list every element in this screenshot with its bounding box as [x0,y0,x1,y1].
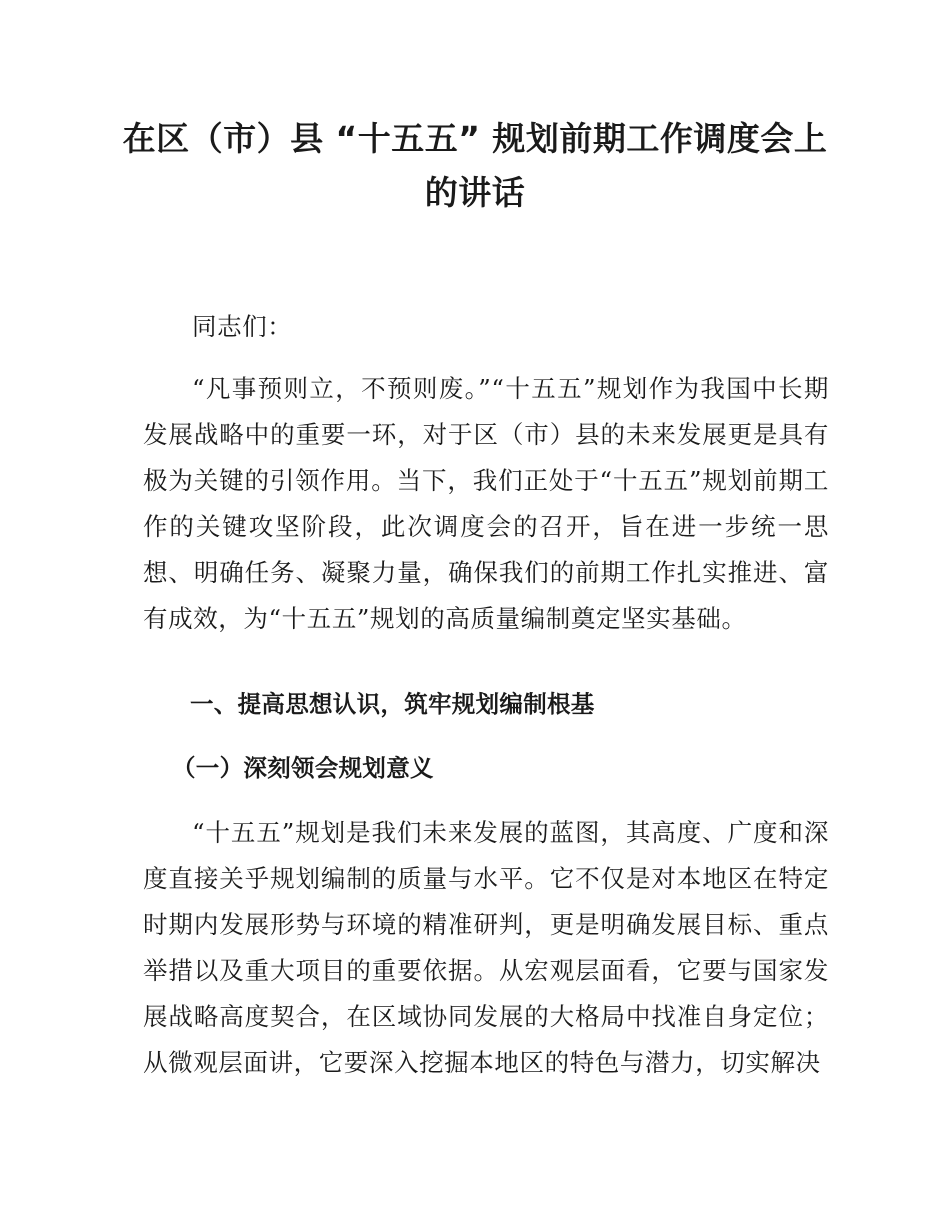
salutation: 同志们： [192,312,293,341]
section-heading-1: 一、提高思想认识，筑牢规划编制根基 [190,690,595,718]
document-title: 在区（市）县 “十五五” 规划前期工作调度会上的讲话 [122,119,828,212]
paragraph-planning-significance: “十五五”规划是我们未来发展的蓝图，其高度、广度和深度直接关乎规划编制的质量与水平。它不仅是对本地区在特定时期内发展形势与环境的精准研判，更是明确发展目标、重点举措以及重大项目的重要依据。从宏观层面看，它要与国家发展战略高度契合，在区域协同发展的大格局中找准自身定位；从微观层面讲，它要深入挖掘本地区的特色与潜力，切实解决 [143,818,829,1077]
subsection-heading-1-1: （一）深刻领会规划意义 [172,754,434,782]
paragraph-intro: “凡事预则立，不预则废。”“十五五”规划作为我国中长期发展战略中的重要一环，对于区（市）县的未来发展更是具有极为关键的引领作用。当下，我们正处于“十五五”规划前期工作的关键攻坚阶段，此次调度会的召开，旨在进一步统一思想、明确任务、凝聚力量，确保我们的前期工作扎实推进、富有成效，为“十五五”规划的高质量编制奠定坚实基础。 [143,374,829,633]
